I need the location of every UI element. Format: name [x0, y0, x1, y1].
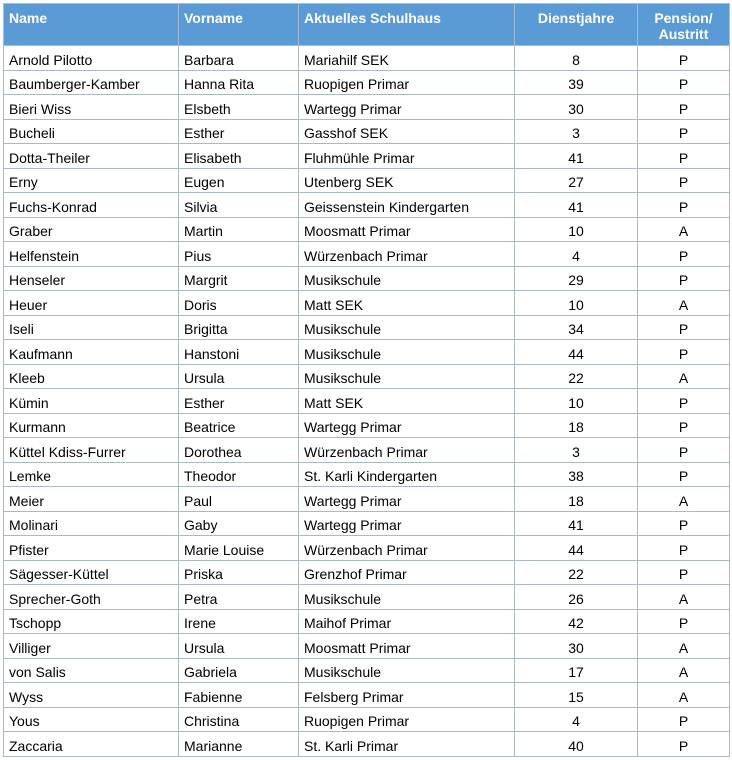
cell-name: von Salis	[4, 658, 179, 683]
cell-vorname: Doris	[179, 291, 299, 316]
cell-vorname: Brigitta	[179, 315, 299, 340]
cell-schulhaus: Matt SEK	[299, 291, 515, 316]
table-row	[4, 585, 730, 610]
cell-schulhaus: Wartegg Primar	[299, 511, 515, 536]
cell-schulhaus: Würzenbach Primar	[299, 536, 515, 561]
cell-vorname: Theodor	[179, 462, 299, 487]
cell-vorname: Ursula	[179, 634, 299, 659]
table-row	[4, 266, 730, 291]
cell-vorname: Beatrice	[179, 413, 299, 438]
header-pension-line2: Austritt	[658, 26, 709, 42]
cell-status: P	[638, 438, 730, 463]
table-row	[4, 119, 730, 144]
cell-status: P	[638, 144, 730, 169]
cell-dienstjahre: 27	[515, 168, 638, 193]
cell-vorname: Esther	[179, 389, 299, 414]
cell-schulhaus: Musikschule	[299, 585, 515, 610]
cell-dienstjahre: 22	[515, 560, 638, 585]
cell-status: A	[638, 658, 730, 683]
cell-name: Sprecher-Goth	[4, 585, 179, 610]
table-row	[4, 340, 730, 365]
cell-name: Dotta-Theiler	[4, 144, 179, 169]
cell-status: P	[638, 732, 730, 757]
cell-schulhaus: Würzenbach Primar	[299, 242, 515, 267]
cell-name: Sägesser-Küttel	[4, 560, 179, 585]
cell-status: P	[638, 462, 730, 487]
table-row	[4, 242, 730, 267]
cell-schulhaus: Wartegg Primar	[299, 413, 515, 438]
cell-name: Villiger	[4, 634, 179, 659]
cell-name: Tschopp	[4, 609, 179, 634]
cell-name: Heuer	[4, 291, 179, 316]
cell-status: P	[638, 119, 730, 144]
cell-schulhaus: Würzenbach Primar	[299, 438, 515, 463]
cell-schulhaus: Fluhmühle Primar	[299, 144, 515, 169]
cell-status: P	[638, 46, 730, 71]
cell-name: Graber	[4, 217, 179, 242]
cell-vorname: Pius	[179, 242, 299, 267]
cell-status: P	[638, 242, 730, 267]
table-row	[4, 732, 730, 757]
cell-vorname: Esther	[179, 119, 299, 144]
cell-dienstjahre: 34	[515, 315, 638, 340]
cell-status: P	[638, 536, 730, 561]
cell-schulhaus: Felsberg Primar	[299, 683, 515, 708]
cell-status: P	[638, 511, 730, 536]
cell-vorname: Marie Louise	[179, 536, 299, 561]
cell-schulhaus: Musikschule	[299, 266, 515, 291]
cell-schulhaus: Matt SEK	[299, 389, 515, 414]
table-row	[4, 168, 730, 193]
cell-schulhaus: Utenberg SEK	[299, 168, 515, 193]
cell-dienstjahre: 22	[515, 364, 638, 389]
cell-schulhaus: Musikschule	[299, 340, 515, 365]
header-dienstjahre: Dienstjahre	[515, 4, 638, 46]
cell-vorname: Gabriela	[179, 658, 299, 683]
cell-status: A	[638, 364, 730, 389]
cell-name: Iseli	[4, 315, 179, 340]
table-row	[4, 413, 730, 438]
cell-vorname: Fabienne	[179, 683, 299, 708]
cell-dienstjahre: 41	[515, 193, 638, 218]
cell-name: Henseler	[4, 266, 179, 291]
cell-dienstjahre: 26	[515, 585, 638, 610]
cell-vorname: Dorothea	[179, 438, 299, 463]
cell-status: P	[638, 413, 730, 438]
cell-vorname: Gaby	[179, 511, 299, 536]
cell-schulhaus: Moosmatt Primar	[299, 217, 515, 242]
table-row	[4, 389, 730, 414]
cell-dienstjahre: 44	[515, 536, 638, 561]
cell-name: Baumberger-Kamber	[4, 70, 179, 95]
cell-schulhaus: Musikschule	[299, 364, 515, 389]
table-row	[4, 291, 730, 316]
header-pension-line1: Pension/	[654, 10, 713, 26]
cell-vorname: Margrit	[179, 266, 299, 291]
cell-name: Erny	[4, 168, 179, 193]
cell-dienstjahre: 30	[515, 95, 638, 120]
cell-status: P	[638, 266, 730, 291]
cell-status: P	[638, 560, 730, 585]
cell-dienstjahre: 30	[515, 634, 638, 659]
cell-dienstjahre: 41	[515, 144, 638, 169]
cell-name: Meier	[4, 487, 179, 512]
cell-status: A	[638, 683, 730, 708]
cell-vorname: Eugen	[179, 168, 299, 193]
cell-dienstjahre: 18	[515, 413, 638, 438]
cell-name: Wyss	[4, 683, 179, 708]
table-body	[4, 46, 730, 757]
cell-schulhaus: Ruopigen Primar	[299, 707, 515, 732]
cell-status: A	[638, 585, 730, 610]
cell-vorname: Silvia	[179, 193, 299, 218]
header-vorname: Vorname	[179, 4, 299, 46]
cell-dienstjahre: 10	[515, 389, 638, 414]
cell-dienstjahre: 18	[515, 487, 638, 512]
cell-name: Molinari	[4, 511, 179, 536]
cell-status: P	[638, 95, 730, 120]
cell-name: Kaufmann	[4, 340, 179, 365]
table-row	[4, 707, 730, 732]
table-row	[4, 462, 730, 487]
cell-name: Bucheli	[4, 119, 179, 144]
cell-name: Kurmann	[4, 413, 179, 438]
table-row	[4, 560, 730, 585]
cell-vorname: Christina	[179, 707, 299, 732]
cell-vorname: Irene	[179, 609, 299, 634]
cell-dienstjahre: 44	[515, 340, 638, 365]
staff-table	[3, 3, 730, 757]
cell-vorname: Paul	[179, 487, 299, 512]
cell-name: Kümin	[4, 389, 179, 414]
cell-status: P	[638, 168, 730, 193]
cell-dienstjahre: 40	[515, 732, 638, 757]
table-row	[4, 536, 730, 561]
table-row	[4, 658, 730, 683]
cell-dienstjahre: 17	[515, 658, 638, 683]
table-row	[4, 364, 730, 389]
table-row	[4, 144, 730, 169]
cell-schulhaus: Musikschule	[299, 658, 515, 683]
cell-vorname: Hanna Rita	[179, 70, 299, 95]
table-row	[4, 438, 730, 463]
cell-name: Fuchs-Konrad	[4, 193, 179, 218]
cell-name: Yous	[4, 707, 179, 732]
cell-status: P	[638, 70, 730, 95]
cell-status: A	[638, 291, 730, 316]
cell-vorname: Priska	[179, 560, 299, 585]
cell-schulhaus: St. Karli Kindergarten	[299, 462, 515, 487]
cell-name: Helfenstein	[4, 242, 179, 267]
cell-dienstjahre: 4	[515, 242, 638, 267]
cell-schulhaus: St. Karli Primar	[299, 732, 515, 757]
cell-dienstjahre: 15	[515, 683, 638, 708]
cell-name: Arnold Pilotto	[4, 46, 179, 71]
cell-name: Zaccaria	[4, 732, 179, 757]
cell-dienstjahre: 42	[515, 609, 638, 634]
table-row	[4, 46, 730, 71]
cell-status: P	[638, 609, 730, 634]
cell-name: Lemke	[4, 462, 179, 487]
cell-dienstjahre: 10	[515, 291, 638, 316]
cell-vorname: Marianne	[179, 732, 299, 757]
cell-status: P	[638, 707, 730, 732]
cell-dienstjahre: 41	[515, 511, 638, 536]
cell-schulhaus: Ruopigen Primar	[299, 70, 515, 95]
table-row	[4, 217, 730, 242]
cell-status: P	[638, 315, 730, 340]
cell-schulhaus: Moosmatt Primar	[299, 634, 515, 659]
cell-name: Kleeb	[4, 364, 179, 389]
table-row	[4, 95, 730, 120]
table-row	[4, 609, 730, 634]
cell-dienstjahre: 8	[515, 46, 638, 71]
cell-status: A	[638, 634, 730, 659]
cell-dienstjahre: 10	[515, 217, 638, 242]
cell-status: P	[638, 340, 730, 365]
cell-schulhaus: Gasshof SEK	[299, 119, 515, 144]
cell-status: A	[638, 217, 730, 242]
cell-dienstjahre: 39	[515, 70, 638, 95]
cell-dienstjahre: 38	[515, 462, 638, 487]
cell-schulhaus: Grenzhof Primar	[299, 560, 515, 585]
cell-vorname: Hanstoni	[179, 340, 299, 365]
cell-name: Küttel Kdiss-Furrer	[4, 438, 179, 463]
cell-dienstjahre: 3	[515, 119, 638, 144]
cell-vorname: Martin	[179, 217, 299, 242]
table-row	[4, 70, 730, 95]
cell-schulhaus: Wartegg Primar	[299, 95, 515, 120]
table-row	[4, 634, 730, 659]
header-pension-austritt	[638, 4, 730, 46]
cell-dienstjahre: 29	[515, 266, 638, 291]
cell-vorname: Ursula	[179, 364, 299, 389]
cell-schulhaus: Maihof Primar	[299, 609, 515, 634]
cell-dienstjahre: 4	[515, 707, 638, 732]
table-row	[4, 193, 730, 218]
cell-vorname: Barbara	[179, 46, 299, 71]
cell-schulhaus: Musikschule	[299, 315, 515, 340]
cell-schulhaus: Mariahilf SEK	[299, 46, 515, 71]
table-row	[4, 683, 730, 708]
table-row	[4, 487, 730, 512]
cell-vorname: Elsbeth	[179, 95, 299, 120]
cell-schulhaus: Wartegg Primar	[299, 487, 515, 512]
header-name: Name	[4, 4, 179, 46]
header-row	[4, 4, 730, 46]
cell-vorname: Petra	[179, 585, 299, 610]
cell-name: Pfister	[4, 536, 179, 561]
header-schulhaus: Aktuelles Schulhaus	[299, 4, 515, 46]
table-row	[4, 511, 730, 536]
cell-status: P	[638, 389, 730, 414]
cell-dienstjahre: 3	[515, 438, 638, 463]
cell-status: A	[638, 487, 730, 512]
cell-name: Bieri Wiss	[4, 95, 179, 120]
cell-vorname: Elisabeth	[179, 144, 299, 169]
cell-schulhaus: Geissenstein Kindergarten	[299, 193, 515, 218]
table-row	[4, 315, 730, 340]
cell-status: P	[638, 193, 730, 218]
